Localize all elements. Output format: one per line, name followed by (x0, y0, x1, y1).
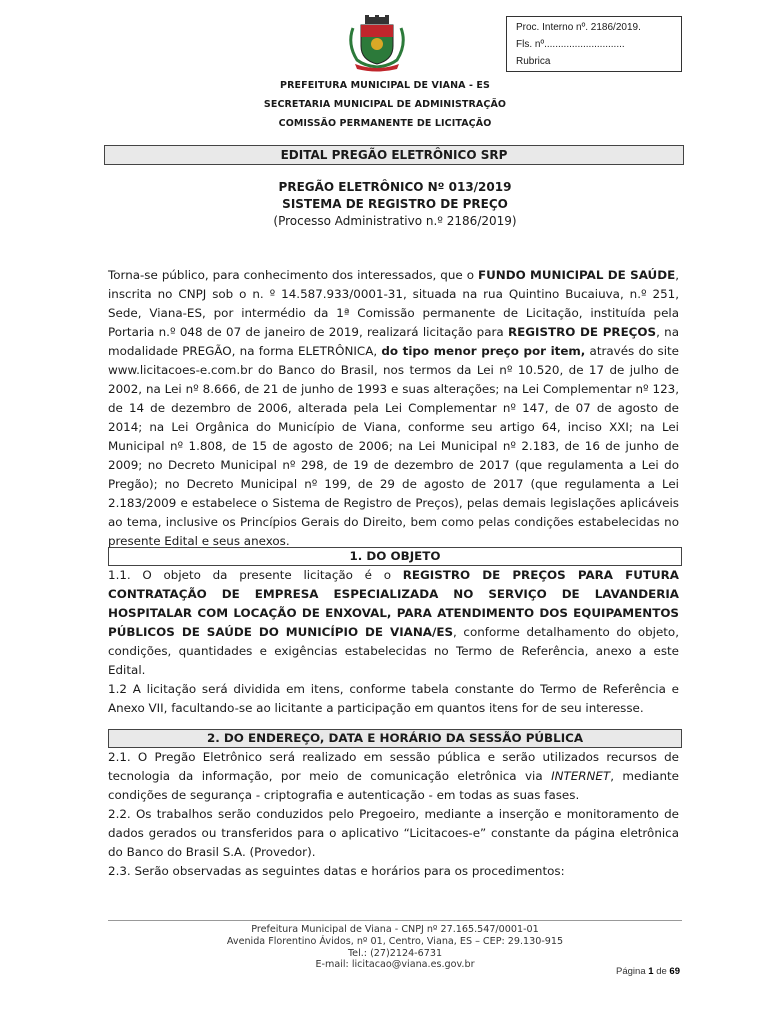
intro-text-3: , na modalidade PREGÃO, na forma ELETRÔNICA, (108, 325, 679, 358)
s2-paragraph-2: 2.2. Os trabalhos serão conduzidos pelo Pregoeiro, mediante a inserção e monitoramento de dados gerados ou transferidos para o aplicativo “Licitacoes-e” constante da página eletrônica do Banco do Brasil S.A. (Provedor). (108, 807, 679, 859)
institution-header (0, 76, 770, 133)
section-2-body (108, 748, 679, 881)
s2-text-2: , mediante condições de segurança - criptografia e autenticação - em todas as suas fases. (108, 769, 679, 802)
page-current: 1 (648, 966, 654, 977)
page-middle: de (653, 966, 670, 977)
footer-address: Avenida Florentino Ávidos, nº 01, Centro, Viana, ES – CEP: 29.130-915 (226, 935, 564, 947)
page-total: 69 (669, 966, 680, 977)
intro-text-2: , inscrita no CNPJ sob o n. º 14.587.933/0001-31, situada na rua Quintino Bucaiuva, n.º 251, Sede, Viana-ES, por intermédio da 1ª Comissão permanente de Licitação, instituída pela Portaria n.º 048 de 07 de janeiro de 2019, realizará licitação para (108, 268, 679, 339)
s1-text-1: 1.1. O objeto da presente licitação é o (108, 568, 403, 582)
protocol-stamp (506, 16, 682, 72)
processo-line: (Processo Administrativo n.º 2186/2019) (273, 214, 517, 228)
stamp-folio: Fls. nº............................. (516, 39, 625, 50)
intro-text-1: Torna-se público, para conhecimento dos interessados, que o (108, 268, 478, 282)
document-titles (0, 179, 770, 230)
section-1-heading: 1. DO OBJETO (108, 547, 682, 566)
page-number (616, 966, 680, 977)
section-1-body (108, 566, 679, 718)
intro-text-4: através do site www.licitacoes-e.com.br do Banco do Brasil, nos termos da Lei nº 10.520, de 17 de julho de 2002, na Lei nº 8.666, de 21 de junho de 1993 e suas alterações; na Lei Complementar nº 123, de 14 de dezembro de 2006, alterada pela Lei Complementar nº 147, de 07 de agosto de 2014; na Lei Orgânica do Município de Viana, conforme seu artigo 64, inciso XXI; na Lei Municipal nº 1.808, de 15 de agosto de 2006; na Lei Municipal nº 2.183, de 16 de junho de 2009; no Decreto Municipal nº 298, de 19 de dezembro de 2017 (que regulamenta a Lei do Pregão); no Decreto Municipal nº 199, de 29 de agosto de 2017 (que regulamenta a Lei 2.183/2009 e estabelece o Sistema de Registro de Preços), pelas demais legislações aplicáveis ao tema, inclusive os Princípios Gerais do Direito, bem como pelas condições estabelecidas no presente Edital e seus anexos. (108, 344, 679, 548)
s1-paragraph-2: 1.2 A licitação será dividida em itens, conforme tabela constante do Termo de Referência e Anexo VII, facultando-se ao licitante a participação em quantos itens for de seu interesse. (108, 682, 679, 715)
s1-text-2: , conforme detalhamento do objeto, condições, quantidades e exigências estabelecidas no Termo de Referência, anexo a este Edital. (108, 625, 679, 677)
page-prefix: Página (616, 966, 649, 977)
pregao-number: PREGÃO ELETRÔNICO Nº 013/2019 (278, 180, 512, 194)
edital-title: EDITAL PREGÃO ELETRÔNICO SRP (104, 145, 684, 165)
intro-bold-fundo: FUNDO MUNICIPAL DE SAÚDE (477, 268, 676, 282)
header-comissao: COMISSÃO PERMANENTE DE LICITAÇÃO (278, 118, 492, 129)
footer-email: E-mail: licitacao@viana.es.gov.br (315, 959, 475, 971)
page-footer (0, 924, 770, 971)
intro-bold-tipo: do tipo menor preço por item, (381, 344, 586, 358)
footer-cnpj: Prefeitura Municipal de Viana - CNPJ nº 27.165.547/0001-01 (251, 924, 539, 935)
stamp-process: Proc. Interno nº. 2186/2019. (516, 22, 641, 33)
intro-paragraph (108, 266, 679, 551)
header-secretaria: SECRETARIA MUNICIPAL DE ADMINISTRAÇÃO (263, 99, 507, 110)
s2-paragraph-3: 2.3. Serão observadas as seguintes datas e horários para os procedimentos: (108, 864, 565, 878)
footer-phone: Tel.: (27)2124-6731 (347, 947, 443, 959)
stamp-signature: Rubrica (516, 56, 551, 67)
footer-divider (108, 920, 682, 921)
s2-text-1: 2.1. O Pregão Eletrônico será realizado em sessão pública e serão utilizados recursos de tecnologia da informação, por meio de comunicação eletrônica via (108, 750, 679, 783)
coat-of-arms-icon (343, 14, 411, 72)
registro-title: SISTEMA DE REGISTRO DE PREÇO (282, 197, 508, 211)
intro-bold-registro: REGISTRO DE PREÇOS (507, 325, 657, 339)
header-prefeitura: PREFEITURA MUNICIPAL DE VIANA - ES (280, 80, 490, 91)
s2-italic-internet: INTERNET (551, 769, 611, 783)
section-2-heading: 2. DO ENDEREÇO, DATA E HORÁRIO DA SESSÃO PÚBLICA (108, 729, 682, 748)
s1-bold-objeto: REGISTRO DE PREÇOS PARA FUTURA CONTRATAÇÃO DE EMPRESA ESPECIALIZADA NO SERVIÇO DE LAVANDERIA HOSPITALAR COM LOCAÇÃO DE ENXOVAL, PARA ATENDIMENTO DOS EQUIPAMENTOS PÚBLICOS DE SAÚDE DO MUNICÍPIO DE VIANA/ES (108, 568, 679, 639)
